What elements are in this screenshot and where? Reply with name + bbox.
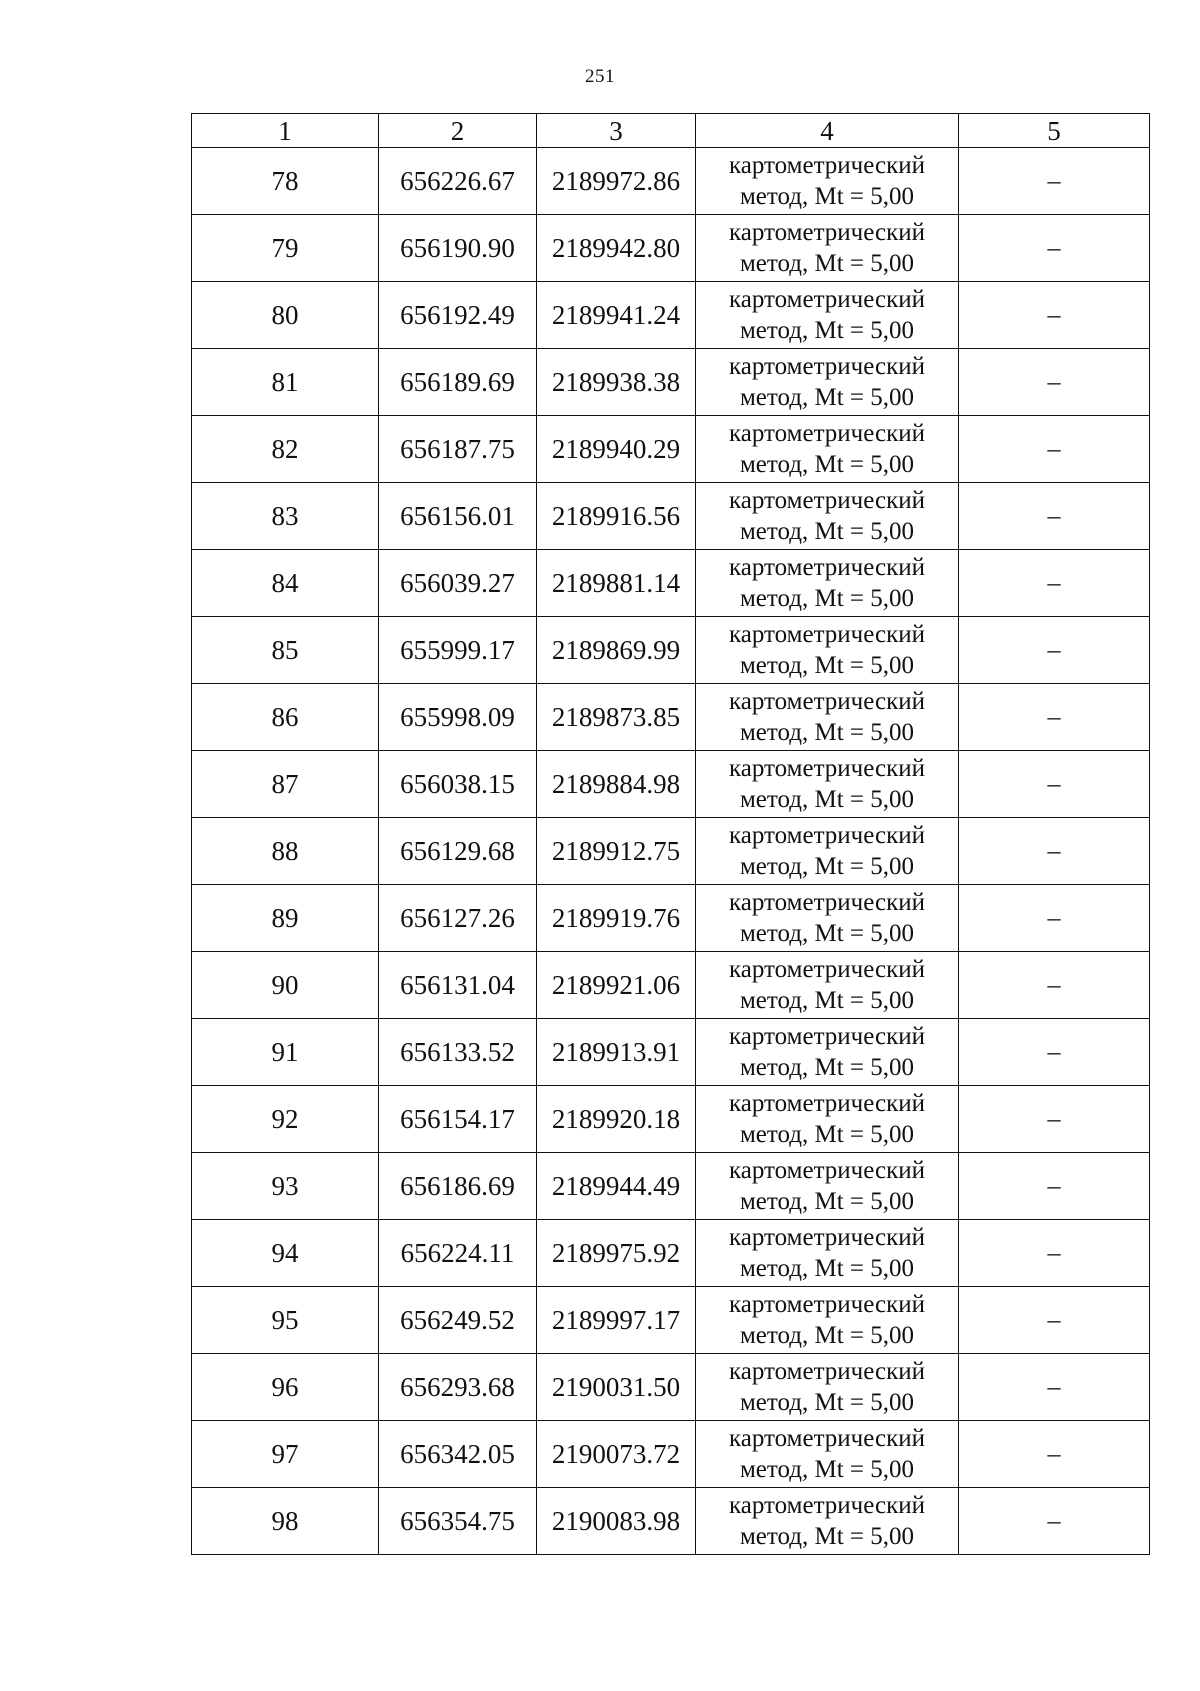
note-cell: – <box>959 349 1150 416</box>
method-line-2: метод, Mt = 5,00 <box>739 518 915 545</box>
y-coordinate-cell: 2189873.85 <box>537 684 696 751</box>
x-coordinate-cell: 656154.17 <box>379 1086 537 1153</box>
table-row <box>192 282 1150 349</box>
table-row <box>192 1287 1150 1354</box>
column-header-4: 4 <box>696 114 959 148</box>
table-row <box>192 148 1150 215</box>
method-line-1: картометрический <box>729 1023 925 1050</box>
point-number-cell: 97 <box>192 1421 379 1488</box>
point-number-cell: 89 <box>192 885 379 952</box>
table-row <box>192 885 1150 952</box>
point-number-cell: 80 <box>192 282 379 349</box>
table-body <box>192 148 1150 1555</box>
point-number-cell: 81 <box>192 349 379 416</box>
note-cell: – <box>959 751 1150 818</box>
method-cell <box>696 416 959 483</box>
note-cell: – <box>959 1086 1150 1153</box>
method-cell <box>696 1019 959 1086</box>
method-cell <box>696 952 959 1019</box>
table-row <box>192 1019 1150 1086</box>
y-coordinate-cell: 2189940.29 <box>537 416 696 483</box>
y-coordinate-cell: 2189920.18 <box>537 1086 696 1153</box>
method-line-1: картометрический <box>729 1291 925 1318</box>
table-row <box>192 1086 1150 1153</box>
method-cell <box>696 1421 959 1488</box>
method-line-1: картометрический <box>729 353 925 380</box>
note-cell: – <box>959 148 1150 215</box>
point-number-cell: 91 <box>192 1019 379 1086</box>
method-line-1: картометрический <box>729 1358 925 1385</box>
y-coordinate-cell: 2189913.91 <box>537 1019 696 1086</box>
method-line-1: картометрический <box>729 688 925 715</box>
table-row <box>192 416 1150 483</box>
note-cell: – <box>959 1488 1150 1555</box>
point-number-cell: 82 <box>192 416 379 483</box>
x-coordinate-cell: 656354.75 <box>379 1488 537 1555</box>
method-cell <box>696 617 959 684</box>
x-coordinate-cell: 655998.09 <box>379 684 537 751</box>
column-header-1: 1 <box>192 114 379 148</box>
note-cell: – <box>959 1153 1150 1220</box>
method-line-1: картометрический <box>729 219 925 246</box>
table-row <box>192 952 1150 1019</box>
table-row <box>192 1421 1150 1488</box>
method-line-2: метод, Mt = 5,00 <box>739 451 915 478</box>
note-cell: – <box>959 550 1150 617</box>
method-line-2: метод, Mt = 5,00 <box>739 853 915 880</box>
point-number-cell: 93 <box>192 1153 379 1220</box>
x-coordinate-cell: 656187.75 <box>379 416 537 483</box>
x-coordinate-cell: 656039.27 <box>379 550 537 617</box>
point-number-cell: 94 <box>192 1220 379 1287</box>
method-line-2: метод, Mt = 5,00 <box>739 1054 915 1081</box>
method-line-2: метод, Mt = 5,00 <box>739 183 915 210</box>
y-coordinate-cell: 2190083.98 <box>537 1488 696 1555</box>
table-row <box>192 349 1150 416</box>
y-coordinate-cell: 2189869.99 <box>537 617 696 684</box>
x-coordinate-cell: 656293.68 <box>379 1354 537 1421</box>
method-line-1: картометрический <box>729 822 925 849</box>
x-coordinate-cell: 656127.26 <box>379 885 537 952</box>
x-coordinate-cell: 656342.05 <box>379 1421 537 1488</box>
x-coordinate-cell: 656226.67 <box>379 148 537 215</box>
method-line-1: картометрический <box>729 152 925 179</box>
method-line-1: картометрический <box>729 1425 925 1452</box>
point-number-cell: 78 <box>192 148 379 215</box>
method-line-2: метод, Mt = 5,00 <box>739 1255 915 1282</box>
table-row <box>192 550 1150 617</box>
point-number-cell: 92 <box>192 1086 379 1153</box>
note-cell: – <box>959 952 1150 1019</box>
method-cell <box>696 1220 959 1287</box>
method-line-2: метод, Mt = 5,00 <box>739 987 915 1014</box>
note-cell: – <box>959 1354 1150 1421</box>
x-coordinate-cell: 656249.52 <box>379 1287 537 1354</box>
method-line-1: картометрический <box>729 621 925 648</box>
method-cell <box>696 818 959 885</box>
y-coordinate-cell: 2189975.92 <box>537 1220 696 1287</box>
x-coordinate-cell: 655999.17 <box>379 617 537 684</box>
x-coordinate-cell: 656156.01 <box>379 483 537 550</box>
method-cell <box>696 349 959 416</box>
method-cell <box>696 885 959 952</box>
y-coordinate-cell: 2189919.76 <box>537 885 696 952</box>
y-coordinate-cell: 2189881.14 <box>537 550 696 617</box>
method-line-1: картометрический <box>729 1224 925 1251</box>
method-line-2: метод, Mt = 5,00 <box>739 585 915 612</box>
point-number-cell: 84 <box>192 550 379 617</box>
x-coordinate-cell: 656133.52 <box>379 1019 537 1086</box>
method-line-2: метод, Mt = 5,00 <box>739 1121 915 1148</box>
y-coordinate-cell: 2190031.50 <box>537 1354 696 1421</box>
table-row <box>192 1488 1150 1555</box>
method-cell <box>696 282 959 349</box>
method-cell <box>696 148 959 215</box>
method-line-2: метод, Mt = 5,00 <box>739 652 915 679</box>
method-cell <box>696 1287 959 1354</box>
method-line-1: картометрический <box>729 1090 925 1117</box>
y-coordinate-cell: 2189938.38 <box>537 349 696 416</box>
x-coordinate-cell: 656038.15 <box>379 751 537 818</box>
method-line-1: картометрический <box>729 1157 925 1184</box>
y-coordinate-cell: 2189884.98 <box>537 751 696 818</box>
method-line-2: метод, Mt = 5,00 <box>739 1456 915 1483</box>
point-number-cell: 88 <box>192 818 379 885</box>
method-line-1: картометрический <box>729 755 925 782</box>
method-line-1: картометрический <box>729 286 925 313</box>
y-coordinate-cell: 2189912.75 <box>537 818 696 885</box>
method-cell <box>696 1354 959 1421</box>
table-row <box>192 483 1150 550</box>
method-line-2: метод, Mt = 5,00 <box>739 920 915 947</box>
method-line-2: метод, Mt = 5,00 <box>739 250 915 277</box>
method-line-2: метод, Mt = 5,00 <box>739 1188 915 1215</box>
method-line-2: метод, Mt = 5,00 <box>739 786 915 813</box>
note-cell: – <box>959 818 1150 885</box>
method-cell <box>696 751 959 818</box>
page-number: 251 <box>585 66 615 87</box>
note-cell: – <box>959 215 1150 282</box>
point-number-cell: 98 <box>192 1488 379 1555</box>
table-row <box>192 1220 1150 1287</box>
method-line-1: картометрический <box>729 889 925 916</box>
note-cell: – <box>959 483 1150 550</box>
method-cell <box>696 684 959 751</box>
method-line-2: метод, Mt = 5,00 <box>739 317 915 344</box>
table-row <box>192 1153 1150 1220</box>
point-number-cell: 95 <box>192 1287 379 1354</box>
note-cell: – <box>959 416 1150 483</box>
column-header-3: 3 <box>537 114 696 148</box>
table-row <box>192 215 1150 282</box>
y-coordinate-cell: 2189972.86 <box>537 148 696 215</box>
method-line-2: метод, Mt = 5,00 <box>739 719 915 746</box>
point-number-cell: 86 <box>192 684 379 751</box>
x-coordinate-cell: 656131.04 <box>379 952 537 1019</box>
point-number-cell: 87 <box>192 751 379 818</box>
method-line-2: метод, Mt = 5,00 <box>739 384 915 411</box>
note-cell: – <box>959 684 1150 751</box>
x-coordinate-cell: 656192.49 <box>379 282 537 349</box>
method-cell <box>696 1086 959 1153</box>
note-cell: – <box>959 1287 1150 1354</box>
y-coordinate-cell: 2189921.06 <box>537 952 696 1019</box>
table-row <box>192 818 1150 885</box>
y-coordinate-cell: 2189942.80 <box>537 215 696 282</box>
method-line-2: метод, Mt = 5,00 <box>739 1322 915 1349</box>
x-coordinate-cell: 656186.69 <box>379 1153 537 1220</box>
point-number-cell: 90 <box>192 952 379 1019</box>
point-number-cell: 79 <box>192 215 379 282</box>
method-cell <box>696 483 959 550</box>
method-cell <box>696 1153 959 1220</box>
note-cell: – <box>959 885 1150 952</box>
y-coordinate-cell: 2189941.24 <box>537 282 696 349</box>
column-header-5: 5 <box>959 114 1150 148</box>
method-line-2: метод, Mt = 5,00 <box>739 1523 915 1550</box>
y-coordinate-cell: 2189944.49 <box>537 1153 696 1220</box>
y-coordinate-cell: 2189997.17 <box>537 1287 696 1354</box>
y-coordinate-cell: 2189916.56 <box>537 483 696 550</box>
x-coordinate-cell: 656190.90 <box>379 215 537 282</box>
table-row <box>192 1354 1150 1421</box>
note-cell: – <box>959 282 1150 349</box>
table-row <box>192 684 1150 751</box>
method-cell <box>696 215 959 282</box>
method-cell <box>696 550 959 617</box>
method-line-1: картометрический <box>729 1492 925 1519</box>
table-row <box>192 751 1150 818</box>
note-cell: – <box>959 617 1150 684</box>
note-cell: – <box>959 1421 1150 1488</box>
note-cell: – <box>959 1019 1150 1086</box>
coordinates-table <box>191 113 1150 1555</box>
x-coordinate-cell: 656224.11 <box>379 1220 537 1287</box>
method-line-1: картометрический <box>729 956 925 983</box>
table-row <box>192 617 1150 684</box>
column-header-2: 2 <box>379 114 537 148</box>
note-cell: – <box>959 1220 1150 1287</box>
x-coordinate-cell: 656189.69 <box>379 349 537 416</box>
table-header-row <box>192 114 1150 148</box>
point-number-cell: 83 <box>192 483 379 550</box>
method-line-2: метод, Mt = 5,00 <box>739 1389 915 1416</box>
point-number-cell: 85 <box>192 617 379 684</box>
method-line-1: картометрический <box>729 487 925 514</box>
method-line-1: картометрический <box>729 554 925 581</box>
x-coordinate-cell: 656129.68 <box>379 818 537 885</box>
y-coordinate-cell: 2190073.72 <box>537 1421 696 1488</box>
method-cell <box>696 1488 959 1555</box>
method-line-1: картометрический <box>729 420 925 447</box>
point-number-cell: 96 <box>192 1354 379 1421</box>
